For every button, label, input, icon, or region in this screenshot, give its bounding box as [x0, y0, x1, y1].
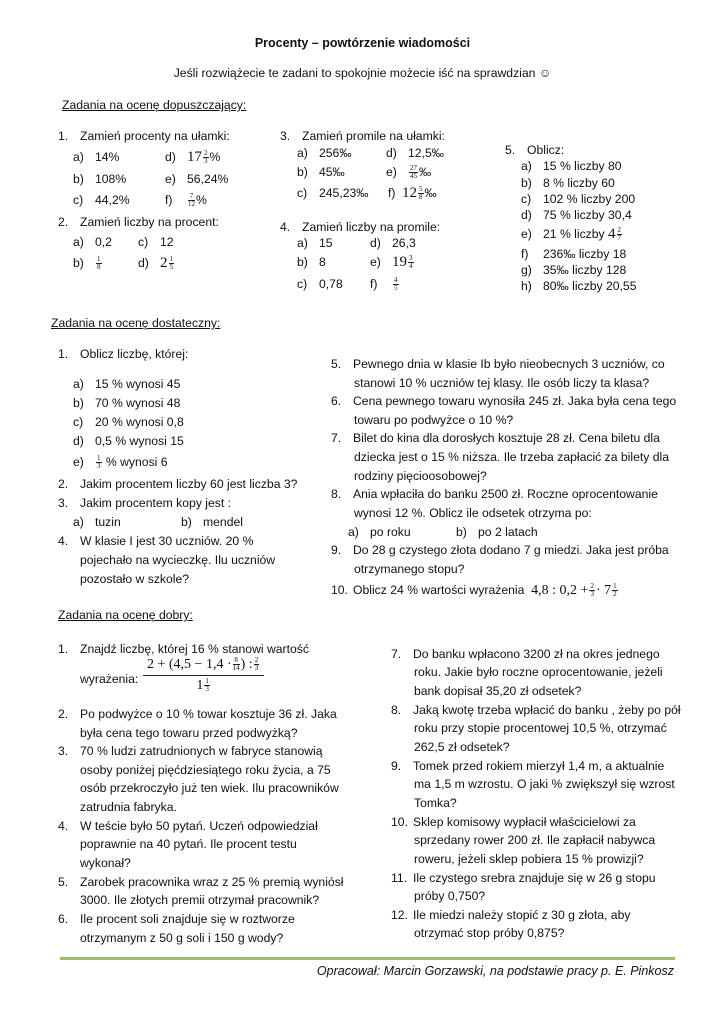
task-4c: c) 0,78 — [297, 277, 343, 291]
task-2: 2. Zamień liczby na procent: — [58, 215, 219, 229]
task-s2-9-line2: otrzymanego stopu? — [354, 562, 465, 576]
task-1f: f) $\frac{7}{12}$ % — [165, 192, 207, 209]
task-s3-1: 1. Znajdź liczbę, której 16 % stanowi wartość — [58, 642, 309, 656]
task-s2-7: 7. Bilet do kina dla dorosłych kosztuje 28 zł. Cena biletu dla — [331, 431, 660, 445]
task-s3-4-line2: poprawnie na 40 pytań. Ile procent testu — [80, 837, 297, 851]
task-s3-8-line3: 262,5 zł odsetek? — [414, 740, 510, 754]
task-s2-3a: a) tuzin — [73, 515, 121, 529]
task-5c: c) 102 % liczby 200 — [521, 192, 636, 206]
task-s3-2-line2: była cena tego towaru przed podwyżką? — [80, 726, 298, 740]
page-subtitle: Jeśli rozwiążecie te zadani to spokojnie możecie iść na sprawdzian ☺ — [173, 66, 552, 80]
task-s2-8: 8. Ania wpłaciła do banku 2500 zł. Roczne oprocentowanie — [331, 487, 658, 501]
task-s3-10: 10. Sklep komisowy wypłacił właścicielowi za — [391, 815, 636, 829]
task-1b: b) 108% — [73, 172, 127, 186]
task-3c: c) 245,23‰ — [297, 186, 369, 200]
task-s3-6-line2: otrzymanym z 50 g soli i 150 g wody? — [80, 931, 284, 945]
footer-divider — [60, 957, 675, 960]
task-3a: a) 256‰ — [297, 146, 352, 160]
task-1c: c) 44,2% — [73, 193, 130, 207]
task-s3-9-line2: ma 1,5 m wzrostu. O jaki % zwiększył się wzrost — [414, 777, 675, 791]
task-4f: f) $\frac{4}{5}$ — [370, 276, 398, 293]
task-5f: f) 236‰ liczby 18 — [521, 247, 627, 261]
task-3d: d) 12,5‰ — [386, 146, 444, 160]
task-2c: c) 12 — [138, 235, 174, 249]
page-title: Procenty – powtórzenie wiadomości — [254, 36, 471, 50]
task-5d: d) 75 % liczby 30,4 — [521, 208, 632, 222]
task-2d: d) 2 $\frac{1}{5}$ — [138, 255, 173, 272]
task-5: 5. Oblicz: — [505, 143, 565, 157]
task-s3-3-line4: zatrudnia fabryka. — [80, 800, 177, 814]
task-s3-12: 12. Ile miedzi należy stopić z 30 g złota, aby — [391, 908, 631, 922]
task-s2-5-line2: stanowi 10 % uczniów tej klasy. Ile osób liczy ta klasa? — [354, 376, 650, 390]
task-s2-8b: b) po 2 latach — [456, 525, 538, 539]
section-heading-dopuszczajacy: Zadania na ocenę dopuszczający: — [62, 98, 247, 112]
task-s3-9-line3: Tomka? — [414, 796, 457, 810]
task-5a: a) 15 % liczby 80 — [521, 159, 622, 173]
task-s2-6-line2: towaru po podwyżce o 10 %? — [354, 413, 514, 427]
task-s2-10: 10. Oblicz 24 % wartości wyrażenia 4,8 : 0,2 + $\frac{2}{3}$ · 7 $\frac{1}{2}$ — [331, 582, 617, 599]
task-4b: b) 8 — [297, 255, 326, 269]
task-s3-8-line2: roku przy stopie procentowej 10,5 %, otrzymać — [414, 721, 667, 735]
task-s3-4-line3: wykonał? — [80, 856, 131, 870]
task-s3-9: 9. Tomek przed rokiem mierzył 1,4 m, a aktualnie — [391, 759, 665, 773]
task-s2-2: 2. Jakim procentem liczby 60 jest liczba 3? — [58, 477, 298, 491]
task-s3-10-line2: sprzedany rower 200 zł. Ile zapłacił nabywca — [414, 833, 656, 847]
task-5g: g) 35‰ liczby 128 — [521, 263, 627, 277]
task-3b: b) 45‰ — [297, 165, 345, 179]
task-4: 4. Zamień liczby na promile: — [280, 220, 441, 234]
task-s2-3b: b) mendel — [181, 515, 243, 529]
task-3e: e) $\frac{27}{45}$ ‰ — [386, 164, 432, 181]
task-s3-7-line2: roku. Jakie było roczne oprocentowanie, jeżeli — [414, 665, 663, 679]
task-5b: b) 8 % liczby 60 — [521, 176, 615, 190]
task-2a: a) 0,2 — [73, 235, 112, 249]
task-s3-7-line3: bank dopisał 35,20 zł odsetek? — [414, 684, 582, 698]
task-s2-9: 9. Do 28 g czystego złota dodano 7 g miedzi. Jaka jest próba — [331, 543, 669, 557]
task-s3-4: 4. W teście było 50 pytań. Uczeń odpowiedział — [58, 819, 318, 833]
task-4d: d) 26,3 — [370, 236, 416, 250]
task-4a: a) 15 — [297, 236, 333, 250]
task-s3-5-line2: 3000. Ile złotych premii otrzymał pracownik? — [80, 893, 320, 907]
task-s2-1: 1. Oblicz liczbę, której: — [58, 347, 189, 361]
task-s3-1-expression: 2 + (4,5 − 1,4 · $\frac{8}{14}$ ) : $\frac{2}{3}$ 1 $\frac{1}{3}$ — [143, 657, 264, 694]
task-s3-3-line2: osoby poniżej pięćdziesiątego roku życia, a 75 — [80, 763, 331, 777]
section-heading-dostateczny: Zadania na ocenę dostateczny: — [51, 316, 221, 330]
task-5e: e) 21 % liczby 4 $\frac{2}{7}$ — [521, 226, 622, 243]
task-5h: h) 80‰ liczby 20,55 — [521, 279, 637, 293]
task-s2-4-line2: pojechało na wycieczkę. Ilu uczniów — [80, 553, 276, 567]
task-s3-2: 2. Po podwyżce o 10 % towar kosztuje 36 zł. Jaka — [58, 707, 337, 721]
task-s2-5: 5. Pewnego dnia w klasie Ib było nieobecnych 3 uczniów, co — [331, 357, 665, 371]
task-s3-12-line2: otrzymać stop próby 0,875? — [414, 926, 565, 940]
task-s2-1b: b) 70 % wynosi 48 — [73, 396, 181, 410]
task-s3-11-line2: próby 0,750? — [414, 889, 486, 903]
task-s3-6: 6. Ile procent soli znajduje się w roztworze — [58, 912, 295, 926]
task-s3-3: 3. 70 % ludzi zatrudnionych w fabryce stanowią — [58, 744, 323, 758]
footer-credit: Opracował: Marcin Gorzawski, na podstawie pracy p. E. Pinkosz — [316, 964, 674, 978]
task-s3-10-line3: roweru, jeżeli sklep pobiera 15 % prowizji? — [414, 852, 644, 866]
task-s2-1d: d) 0,5 % wynosi 15 — [73, 434, 184, 448]
task-s2-1c: c) 20 % wynosi 0,8 — [73, 415, 184, 429]
task-s3-5: 5. Zarobek pracownika wraz z 25 % premią wyniósł — [58, 875, 344, 889]
task-4e: e) 19 $\frac{3}{4}$ — [370, 254, 413, 271]
task-s2-8a: a) po roku — [348, 525, 411, 539]
section-heading-dobry: Zadania na ocenę dobry: — [58, 608, 193, 622]
task-s3-3-line3: osób przekroczyło już ten wiek. Ilu pracowników — [80, 781, 339, 795]
task-s2-1e: e) $\frac{1}{3}$ % wynosi 6 — [73, 454, 168, 471]
task-1a: a) 14% — [73, 150, 120, 164]
task-1: 1. Zamień procenty na ułamki: — [58, 129, 230, 143]
task-s2-6: 6. Cena pewnego towaru wynosiła 245 zł. Jaka była cena tego — [331, 394, 677, 408]
task-s2-4: 4. W klasie I jest 30 uczniów. 20 % — [58, 534, 254, 548]
task-s3-11: 11. Ile czystego srebra znajduje się w 26 g stopu — [391, 871, 656, 885]
task-s3-8: 8. Jaką kwotę trzeba wpłacić do banku , żeby po pół — [391, 703, 681, 717]
task-s2-8-line2: wynosi 12 %. Oblicz ile odsetek otrzyma po: — [354, 506, 592, 520]
task-s2-7-line2: dziecka jest o 15 % niższa. Ile trzeba zapłacić za bilety dla — [354, 450, 670, 464]
task-s2-7-line3: rodziny pięcioosobowej? — [354, 469, 487, 483]
task-s3-1-line2: wyrażenia: — [80, 672, 139, 686]
task-3f: f) 12 $\frac{5}{8}$ ‰ — [388, 185, 437, 202]
task-s2-3: 3. Jakim procentem kopy jest : — [58, 496, 232, 510]
task-s2-1a: a) 15 % wynosi 45 — [73, 377, 181, 391]
task-1d: d) 17 $\frac{2}{3}$ % — [165, 149, 221, 166]
task-2b: b) $\frac{1}{8}$ — [73, 255, 101, 272]
task-s2-4-line3: pozostało w szkole? — [80, 572, 190, 586]
task-s3-7: 7. Do banku wpłacono 3200 zł na okres jednego — [391, 647, 660, 661]
task-1e: e) 56,24% — [165, 172, 229, 186]
task-3: 3. Zamień promile na ułamki: — [280, 129, 445, 143]
